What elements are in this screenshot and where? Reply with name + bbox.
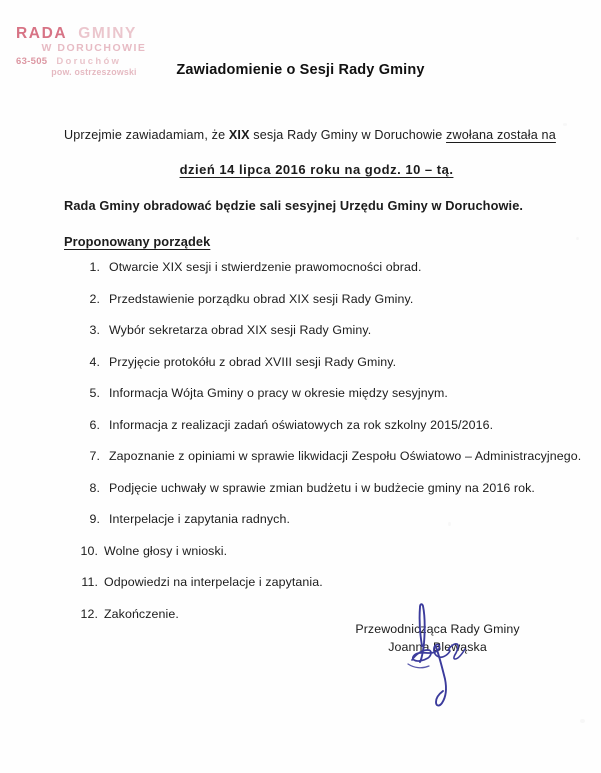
agenda-item-text: Podjęcie uchwały w sprawie zmian budżetu i w budżecie gminy na 2016 rok.	[109, 480, 535, 495]
agenda-item	[78, 543, 588, 559]
agenda-item-number: 2.	[89, 291, 100, 306]
agenda-item-number: 9.	[89, 512, 100, 527]
page-title: Zawiadomienie o Sesji Rady Gminy	[176, 62, 425, 78]
intro-text-after: sesja Rady Gminy w Doruchowie	[249, 128, 447, 142]
agenda-item-text: Otwarcie XIX sesji i stwierdzenie prawomocności obrad.	[109, 260, 422, 274]
agenda-list	[78, 259, 588, 637]
agenda-item-text: Wolne głosy i wnioski.	[104, 543, 228, 558]
agenda-item	[78, 385, 588, 401]
document-body	[64, 127, 569, 250]
scan-speck	[563, 123, 567, 126]
agenda-item	[78, 259, 588, 275]
session-place-line: Rada Gminy obradować będzie sali sesyjnej Urzędu Gminy w Doruchowie.	[64, 197, 524, 213]
signature-name: Joanna Blewąska	[388, 639, 487, 654]
agenda-item-number: 5.	[89, 386, 100, 401]
agenda-heading-text: Proponowany porządek	[64, 233, 211, 249]
intro-text-underlined: zwołana została na	[446, 128, 556, 142]
agenda-item-number: 12.	[80, 606, 98, 621]
signature-block	[335, 621, 540, 657]
agenda-item-text: Wybór sekretarza obrad XIX sesji Rady Gminy.	[109, 323, 372, 338]
stamp-line-county: pow. ostrzeszowski	[51, 66, 137, 77]
agenda-item-number: 6.	[89, 417, 100, 432]
agenda-item	[78, 417, 588, 433]
agenda-item-number: 3.	[89, 323, 100, 338]
agenda-item-text: Zakończenie.	[104, 606, 179, 621]
stamp-text-zip: 63-505	[16, 55, 48, 67]
agenda-item	[78, 291, 588, 307]
stamp-line-locality: W DORUCHOWIE	[41, 42, 147, 55]
scan-speck	[576, 237, 579, 240]
agenda-item	[78, 606, 588, 622]
agenda-item	[78, 322, 588, 338]
agenda-item-text: Informacja Wójta Gminy o pracy w okresie między sesyjnym.	[109, 386, 448, 401]
agenda-item-text: Odpowiedzi na interpelacje i zapytania.	[104, 575, 323, 590]
stamp-text-rada: RADA	[16, 25, 68, 42]
intro-text-before: Uprzejmie zawiadamiam, że	[64, 128, 229, 142]
stamp-line-office	[14, 26, 174, 42]
agenda-item-number: 8.	[89, 480, 100, 495]
scan-speck	[580, 719, 585, 723]
agenda-item	[78, 448, 588, 464]
stamp-text-town: Doruchów	[56, 55, 122, 67]
agenda-item-number: 4.	[89, 354, 100, 369]
agenda-item	[78, 480, 588, 496]
agenda-heading	[64, 233, 569, 250]
agenda-item-text: Zapoznanie z opiniami w sprawie likwidacji Zespołu Oświatowo – Administracyjnego.	[109, 449, 582, 464]
agenda-item-text: Przedstawienie porządku obrad XIX sesji Rady Gminy.	[109, 291, 414, 306]
agenda-item-number: 7.	[89, 449, 100, 464]
agenda-item-text: Informacja z realizacji zadań oświatowych za rok szkolny 2015/2016.	[109, 417, 494, 432]
agenda-item-number: 1.	[89, 260, 100, 274]
agenda-item-number: 10.	[80, 543, 98, 558]
session-date-text: dzień 14 lipca 2016 roku na godz. 10 – tą.	[179, 162, 454, 177]
intro-session-number: XIX	[228, 128, 250, 142]
agenda-item-text: Przyjęcie protokółu z obrad XVIII sesji Rady Gminy.	[109, 354, 397, 369]
signature-role: Przewodnicząca Rady Gminy	[355, 622, 520, 636]
agenda-item-number: 11.	[81, 575, 98, 590]
agenda-item	[78, 511, 588, 527]
session-date-line	[64, 161, 569, 179]
intro-paragraph	[64, 127, 569, 144]
stamp-text-gminy: GMINY	[78, 25, 137, 42]
scan-speck	[448, 522, 451, 526]
agenda-item	[78, 574, 588, 590]
agenda-item	[78, 354, 588, 370]
agenda-item-text: Interpelacje i zapytania radnych.	[109, 512, 291, 527]
